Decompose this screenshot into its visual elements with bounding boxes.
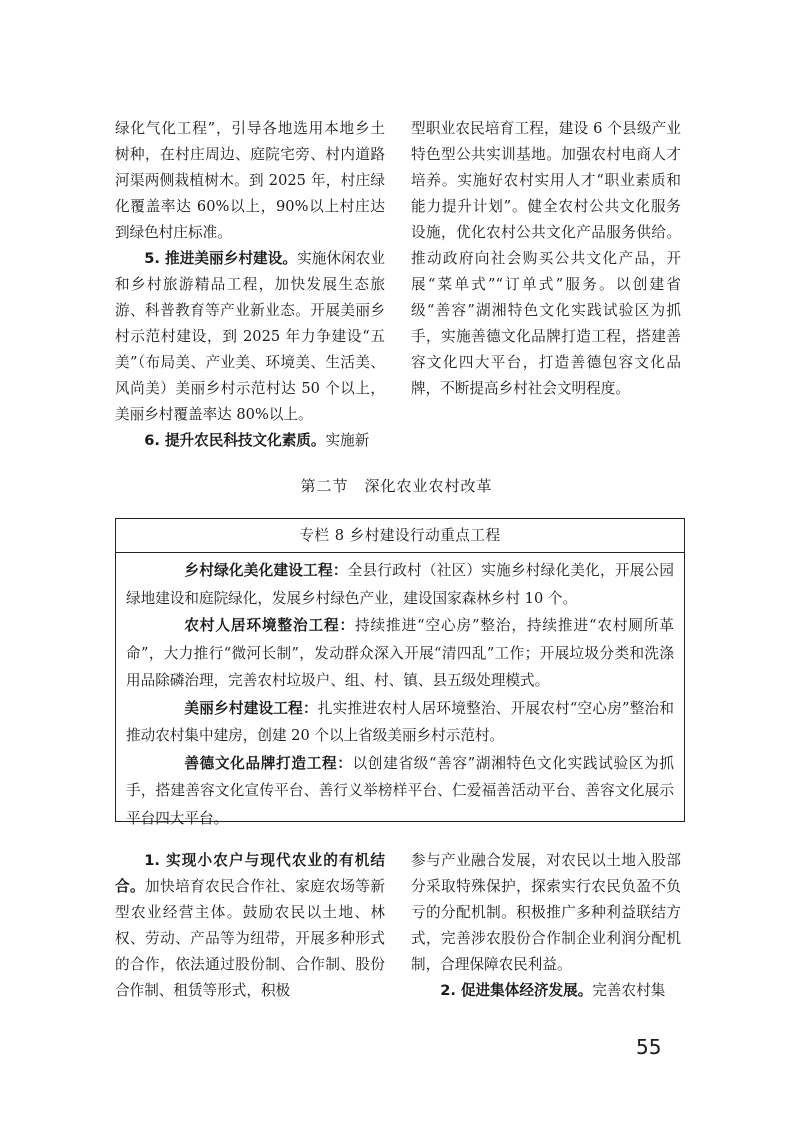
box-title: 专栏 8 乡村建设行动重点工程 <box>116 519 684 553</box>
item-body: 实施休闲农业和乡村旅游精品工程，加快发展生态旅游、科普教育等产业新业态。开展美丽乡村示范村建设，到 2025 年力争建设“五美”（布局美、产业美、环境美、生活美、风尚美）美丽乡村示范村达 50 个以上，美丽乡村覆盖率达 80%以上。 <box>115 250 385 423</box>
box-item-body: 以创建省级“善容”湖湘特色文化实践试验区为抓手，搭建善容文化宣传平台、善行义举榜样平台、仁爱福善活动平台、善容文化展示平台四大平台。 <box>126 754 674 827</box>
box-body <box>116 553 684 832</box>
page-number: 55 <box>636 1035 662 1059</box>
paragraph: 参与产业融合发展，对农民以土地入股部分采取特殊保护，探索实行农民负盈不负亏的分配机制。积极推广多种利益联结方式，完善涉农股份合作制企业利润分配机制，合理保障农民利益。 <box>411 852 681 973</box>
item-body: 实施新 <box>325 432 370 449</box>
item-body: 完善农村集 <box>592 982 666 999</box>
item-heading: 2. 促进集体经济发展。 <box>440 982 593 999</box>
feature-box <box>115 518 685 827</box>
box-item <box>126 695 674 750</box>
text-column-bottom-left <box>115 848 385 1004</box>
box-item <box>126 557 674 612</box>
paragraph: 型职业农民培育工程，建设 6 个县级产业特色型公共实训基地。加强农村电商人才培养。实施好农村实用人才“职业素质和能力提升计划”。健全农村公共文化服务设施，优化农村公共文化产品服务供给。推动政府向社会购买公共文化产品，开展“菜单式”“订单式”服务。以创建省级“善容”湖湘特色文化实践试验区为抓手，实施善德文化品牌打造工程，搭建善容文化四大平台，打造善德包容文化品牌，不断提高乡村社会文明程度。 <box>411 120 681 397</box>
box-item-body: 扎实推进农村人居环境整治、开展农村“空心房”整治和推动农村集中建房，创建 20 个以上省级美丽乡村示范村。 <box>126 699 674 744</box>
box-item <box>126 612 674 695</box>
box-item-heading: 农村人居环境整治工程： <box>184 617 356 634</box>
text-column-bottom-right <box>411 848 681 1004</box>
item-heading: 5. 推进美丽乡村建设。 <box>144 250 298 267</box>
box-item-body: 持续推进“空心房”整治，持续推进“农村厕所革命”，大力推行“微河长制”，发动群众深入开展“清四乱”工作；开展垃圾分类和洗涤用品除磷治理，完善农村垃圾户、组、村、镇、县五级处理模式。 <box>126 617 674 689</box>
item-heading: 6. 提升农民科技文化素质。 <box>144 432 326 449</box>
paragraph <box>115 428 385 454</box>
paragraph: 绿化气化工程”，引导各地选用本地乡土树种，在村庄周边、庭院宅旁、村内道路河渠两侧栽植树木。到 2025 年，村庄绿化覆盖率达 60%以上，90%以上村庄达到绿色村庄标准。 <box>115 120 385 241</box>
box-item-heading: 乡村绿化美化建设工程： <box>184 562 348 579</box>
text-column-top-left <box>115 116 385 454</box>
box-item-heading: 美丽乡村建设工程： <box>184 699 318 717</box>
paragraph <box>411 978 681 1004</box>
box-item <box>126 750 674 833</box>
item-body: 加快培育农民合作社、家庭农场等新型农业经营主体。鼓励农民以土地、林权、劳动、产品等为纽带，开展多种形式的合作，依法通过股份制、合作制、股份合作制、租赁等形式，积极 <box>115 878 385 999</box>
box-item-heading: 善德文化品牌打造工程： <box>184 754 353 772</box>
text-column-top-right <box>411 116 681 402</box>
paragraph <box>115 246 385 428</box>
section-title: 第二节 深化农业农村改革 <box>300 477 493 495</box>
box-item-body: 全县行政村（社区）实施乡村绿化美化，开展公园绿地建设和庭院绿化，发展乡村绿色产业，建设国家森林乡村 10 个。 <box>126 562 674 607</box>
paragraph <box>115 848 385 1004</box>
item-heading: 1. 实现小农户与现代农业的有机结合。 <box>115 852 385 895</box>
